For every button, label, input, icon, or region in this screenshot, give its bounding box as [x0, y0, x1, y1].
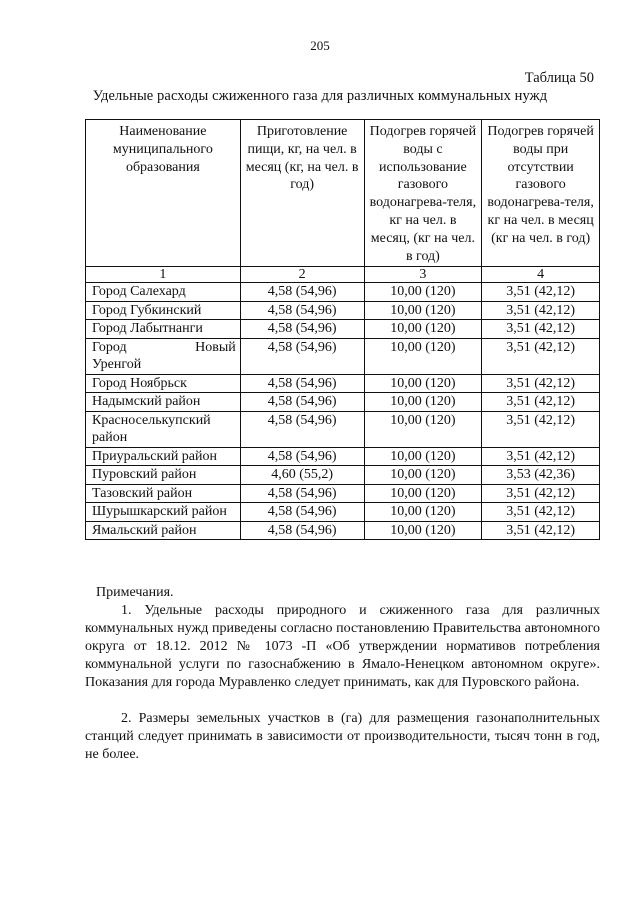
table-title: Удельные расходы сжиженного газа для различных коммунальных нужд — [92, 88, 548, 104]
column-number: 2 — [240, 267, 364, 283]
cooking-value: 4,58 (54,96) — [240, 374, 364, 393]
with-heater-value: 10,00 (120) — [364, 283, 482, 302]
table-row — [86, 301, 600, 320]
with-heater-value: 10,00 (120) — [364, 521, 482, 540]
notes-title: Примечания. — [96, 585, 174, 600]
municipality-name: Город Губкинский — [86, 301, 241, 320]
note-paragraph: 2. Размеры земельных участков в (га) для размещения газонаполнительных станций следует принимать в зависимости от производительности, тысяч тонн в год, не более. — [85, 711, 600, 762]
with-heater-value: 10,00 (120) — [364, 338, 482, 374]
table-row — [86, 484, 600, 503]
municipality-name-part: Город — [92, 339, 127, 355]
with-heater-value: 10,00 (120) — [364, 374, 482, 393]
table-row — [86, 320, 600, 339]
with-heater-value: 10,00 (120) — [364, 466, 482, 485]
page-number: 205 — [310, 38, 330, 53]
municipality-name — [86, 338, 241, 374]
municipality-name: Пуровский район — [86, 466, 241, 485]
header-cooking: Приготовление пищи, кг, на чел. в месяц (кг, на чел. в год) — [240, 120, 364, 267]
without-heater-value: 3,51 (42,12) — [482, 447, 600, 466]
cooking-value: 4,58 (54,96) — [240, 301, 364, 320]
table-row — [86, 447, 600, 466]
table-row — [86, 503, 600, 522]
without-heater-value: 3,51 (42,12) — [482, 484, 600, 503]
municipality-name: Надымский район — [86, 393, 241, 412]
municipality-name: Красноселькупский район — [86, 411, 241, 447]
with-heater-value: 10,00 (120) — [364, 484, 482, 503]
municipality-name: Город Салехард — [86, 283, 241, 302]
note-paragraph: 1. Удельные расходы природного и сжиженного газа для различных коммунальных нужд приведены согласно постановлению Правительства автономного округа от 18.12. 2012 № 1073 -П «Об утверждении нормативов потребления коммунальной услуги по газоснабжению в Ямало-Ненецком автономном округе». Показания для города Муравленко следует принимать, как для Пуровского района. — [85, 603, 600, 690]
cooking-value: 4,58 (54,96) — [240, 503, 364, 522]
cooking-value: 4,58 (54,96) — [240, 484, 364, 503]
municipality-name-line — [92, 339, 236, 357]
without-heater-value: 3,51 (42,12) — [482, 320, 600, 339]
without-heater-value: 3,51 (42,12) — [482, 301, 600, 320]
without-heater-value: 3,53 (42,36) — [482, 466, 600, 485]
header-with-heater: Подогрев горячей воды с использование газового водонагрева-теля, кг на чел. в месяц, (кг на чел. в год) — [364, 120, 482, 267]
column-number-row — [86, 267, 600, 283]
table-label: Таблица 50 — [524, 70, 594, 86]
without-heater-value: 3,51 (42,12) — [482, 521, 600, 540]
column-number: 1 — [86, 267, 241, 283]
municipality-name: Приуральский район — [86, 447, 241, 466]
without-heater-value: 3,51 (42,12) — [482, 374, 600, 393]
table-row — [86, 466, 600, 485]
gas-consumption-table — [85, 119, 600, 540]
table-header-row — [86, 120, 600, 267]
municipality-name-part: Новый — [195, 339, 236, 355]
table-row — [86, 283, 600, 302]
without-heater-value: 3,51 (42,12) — [482, 283, 600, 302]
with-heater-value: 10,00 (120) — [364, 411, 482, 447]
without-heater-value: 3,51 (42,12) — [482, 411, 600, 447]
with-heater-value: 10,00 (120) — [364, 503, 482, 522]
municipality-name: Шурышкарский район — [86, 503, 241, 522]
with-heater-value: 10,00 (120) — [364, 301, 482, 320]
cooking-value: 4,58 (54,96) — [240, 411, 364, 447]
table-row — [86, 338, 600, 374]
without-heater-value: 3,51 (42,12) — [482, 393, 600, 412]
column-number: 3 — [364, 267, 482, 283]
table-row — [86, 411, 600, 447]
header-municipality: Наименование муниципального образования — [86, 120, 241, 267]
without-heater-value: 3,51 (42,12) — [482, 503, 600, 522]
cooking-value: 4,60 (55,2) — [240, 466, 364, 485]
table-row — [86, 521, 600, 540]
cooking-value: 4,58 (54,96) — [240, 447, 364, 466]
cooking-value: 4,58 (54,96) — [240, 283, 364, 302]
municipality-name-part: Уренгой — [92, 357, 142, 373]
without-heater-value: 3,51 (42,12) — [482, 338, 600, 374]
municipality-name: Тазовский район — [86, 484, 241, 503]
municipality-name: Город Лабытнанги — [86, 320, 241, 339]
municipality-name: Ямальский район — [86, 521, 241, 540]
header-without-heater: Подогрев горячей воды при отсутствии газового водонагрева-теля, кг на чел. в месяц (кг на чел. в год) — [482, 120, 600, 267]
municipality-name: Город Ноябрьск — [86, 374, 241, 393]
with-heater-value: 10,00 (120) — [364, 320, 482, 339]
cooking-value: 4,58 (54,96) — [240, 393, 364, 412]
column-number: 4 — [482, 267, 600, 283]
with-heater-value: 10,00 (120) — [364, 447, 482, 466]
table-row — [86, 393, 600, 412]
cooking-value: 4,58 (54,96) — [240, 521, 364, 540]
cooking-value: 4,58 (54,96) — [240, 320, 364, 339]
table-row — [86, 374, 600, 393]
with-heater-value: 10,00 (120) — [364, 393, 482, 412]
cooking-value: 4,58 (54,96) — [240, 338, 364, 374]
